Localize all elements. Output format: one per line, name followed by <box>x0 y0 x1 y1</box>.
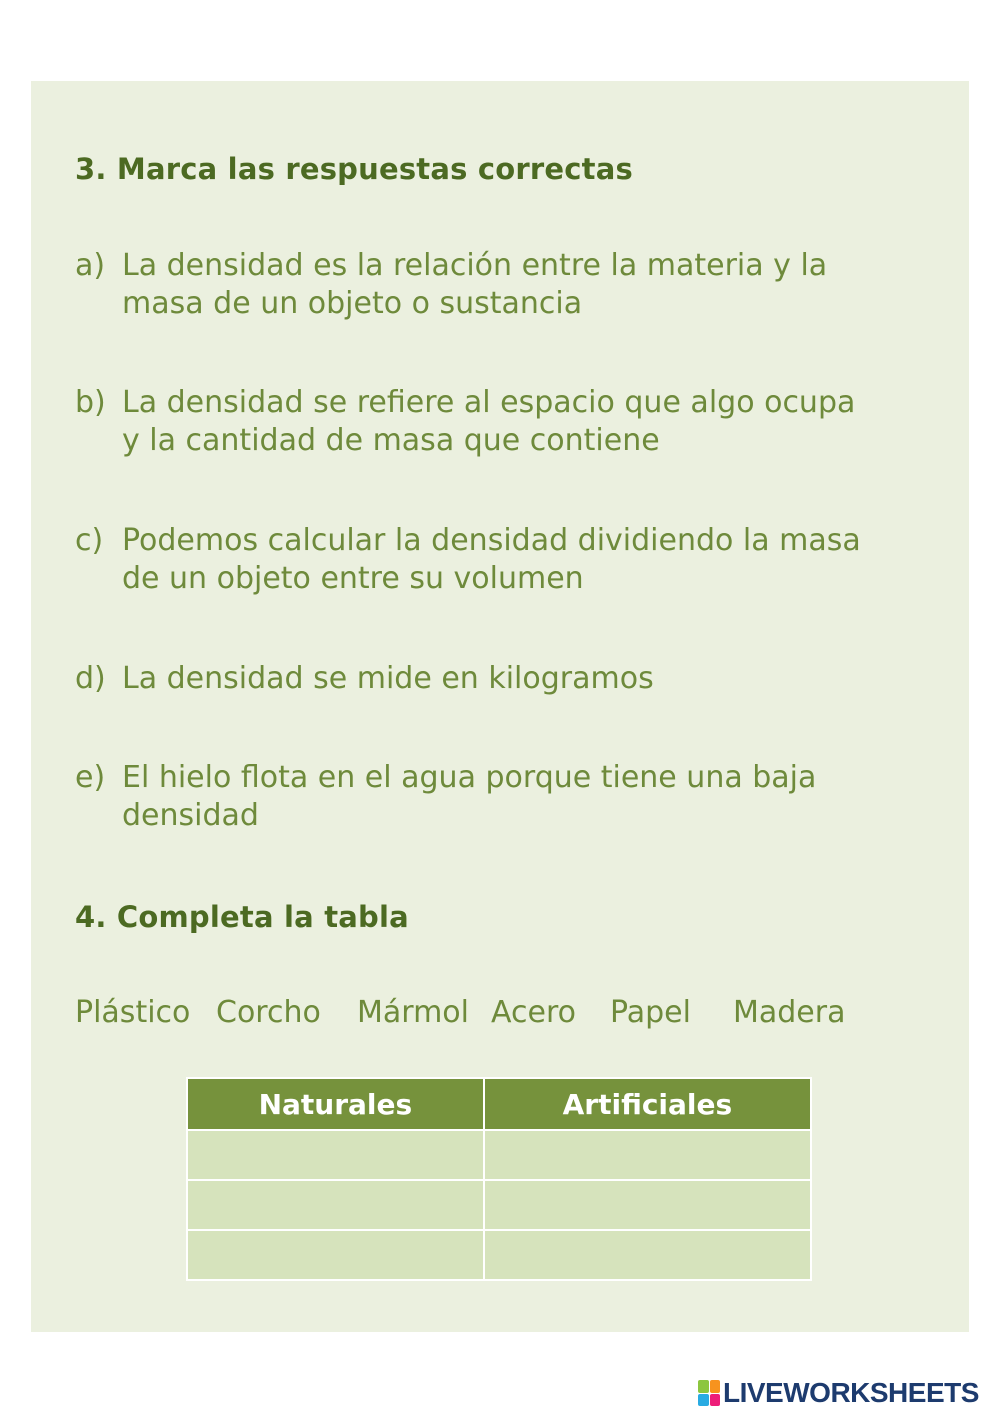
option-letter: e) <box>75 760 106 795</box>
word-bank-item[interactable]: Madera <box>733 995 846 1030</box>
logo-square <box>698 1380 709 1393</box>
answer-option-d[interactable] <box>75 660 875 698</box>
option-letter: d) <box>75 661 106 696</box>
option-letter: c) <box>75 523 104 558</box>
answer-cell[interactable] <box>484 1230 811 1280</box>
answer-cell[interactable] <box>484 1130 811 1180</box>
answer-option-c[interactable] <box>75 522 875 598</box>
liveworksheets-logo <box>698 1378 979 1408</box>
option-letter: a) <box>75 248 106 283</box>
word-bank-item[interactable]: Corcho <box>216 995 321 1030</box>
word-bank-item[interactable]: Mármol <box>357 995 469 1030</box>
word-bank-item[interactable]: Plástico <box>75 995 191 1030</box>
logo-text: LIVEWORKSHEETS <box>723 1377 979 1408</box>
answer-option-e[interactable] <box>75 759 875 835</box>
table-row <box>187 1130 811 1180</box>
section-3-title: 3. Marca las respuestas correctas <box>75 152 633 186</box>
logo-square <box>710 1380 721 1393</box>
table-row <box>187 1230 811 1280</box>
answer-option-a[interactable] <box>75 247 875 323</box>
answer-cell[interactable] <box>187 1130 484 1180</box>
logo-icon <box>698 1380 720 1406</box>
option-text: La densidad es la relación entre la materia y la masa de un objeto o sustancia <box>122 248 828 321</box>
table-header-row <box>187 1078 811 1130</box>
classification-table <box>186 1077 812 1281</box>
option-text: Podemos calcular la densidad dividiendo la masa de un objeto entre su volumen <box>122 523 861 596</box>
section-4-title: 4. Completa la tabla <box>75 900 409 934</box>
answer-option-b[interactable] <box>75 384 875 460</box>
answer-cell[interactable] <box>187 1230 484 1280</box>
word-bank-item[interactable]: Papel <box>610 995 691 1030</box>
option-letter: b) <box>75 385 106 420</box>
option-text: La densidad se refiere al espacio que algo ocupa y la cantidad de masa que contiene <box>122 385 856 458</box>
table-row <box>187 1180 811 1230</box>
logo-square <box>698 1394 709 1407</box>
option-text: La densidad se mide en kilogramos <box>122 661 654 696</box>
word-bank-item[interactable]: Acero <box>491 995 576 1030</box>
answer-cell[interactable] <box>187 1180 484 1230</box>
header-naturales: Naturales <box>187 1078 484 1130</box>
header-artificiales: Artificiales <box>484 1078 811 1130</box>
logo-square <box>710 1394 721 1407</box>
option-text: El hielo flota en el agua porque tiene una baja densidad <box>122 760 817 833</box>
answer-cell[interactable] <box>484 1180 811 1230</box>
